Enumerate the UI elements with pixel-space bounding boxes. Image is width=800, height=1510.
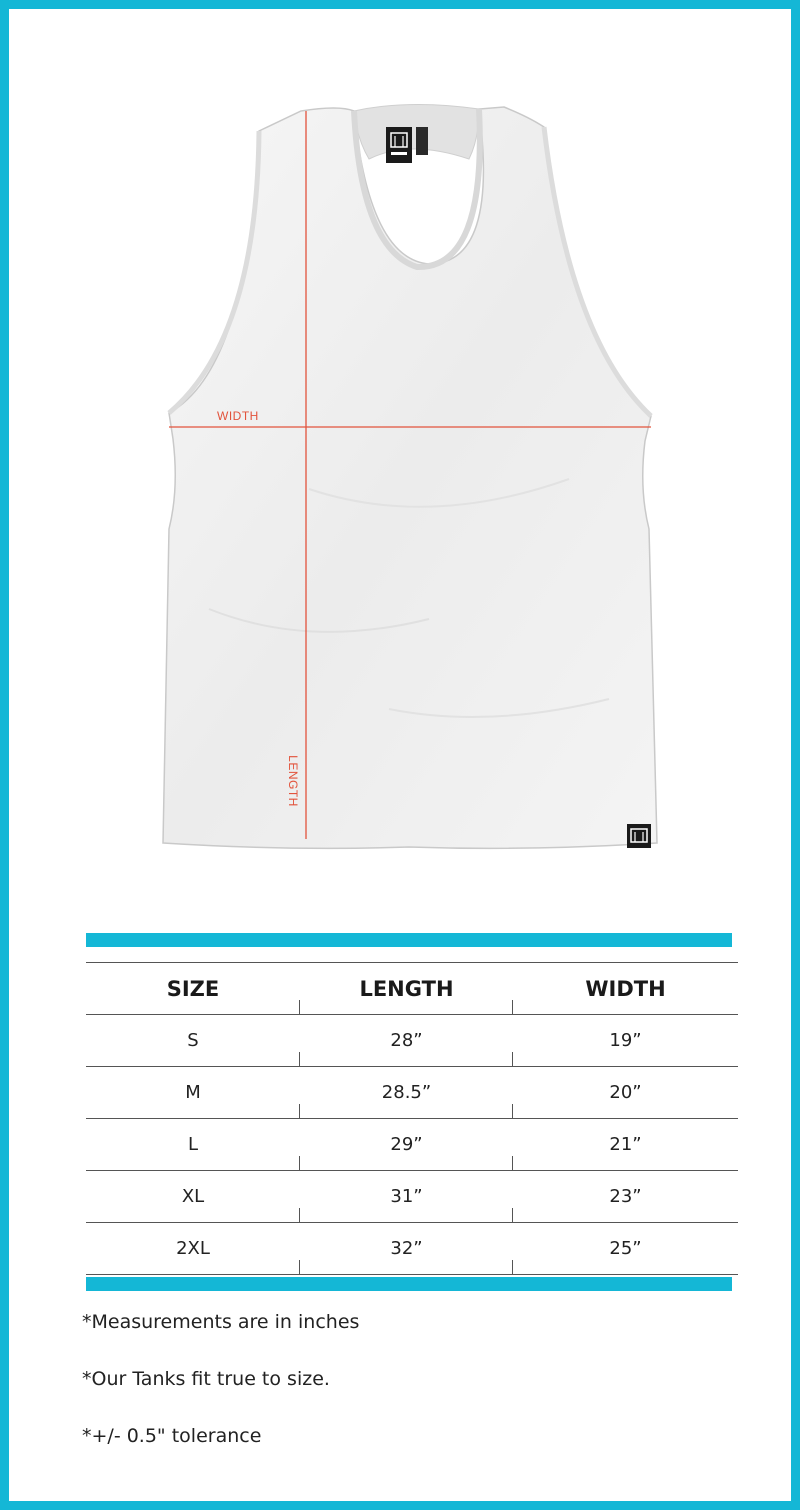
size-chart-table xyxy=(86,962,738,1275)
header-size: SIZE xyxy=(86,963,300,1015)
length-cell: 28” xyxy=(300,1015,513,1067)
table-row xyxy=(86,1171,738,1223)
table-row xyxy=(86,1015,738,1067)
length-measure-label: LENGTH xyxy=(285,755,300,807)
table-row xyxy=(86,1119,738,1171)
width-cell: 19” xyxy=(513,1015,738,1067)
garment-diagram xyxy=(9,9,800,889)
size-cell: M xyxy=(86,1067,300,1119)
hem-tag-logo-icon xyxy=(627,824,651,848)
size-cell: L xyxy=(86,1119,300,1171)
size-cell: S xyxy=(86,1015,300,1067)
tank-body xyxy=(163,107,657,848)
width-cell: 25” xyxy=(513,1223,738,1275)
table-bottom-bar xyxy=(86,1277,732,1291)
width-cell: 20” xyxy=(513,1067,738,1119)
size-cell: XL xyxy=(86,1171,300,1223)
table-top-bar xyxy=(86,933,732,947)
note-measurement-units: *Measurements are in inches xyxy=(82,1311,360,1333)
width-cell: 21” xyxy=(513,1119,738,1171)
length-cell: 29” xyxy=(300,1119,513,1171)
table-row xyxy=(86,1223,738,1275)
length-cell: 31” xyxy=(300,1171,513,1223)
tank-top-illustration xyxy=(9,9,800,889)
length-cell: 32” xyxy=(300,1223,513,1275)
note-tolerance: *+/- 0.5" tolerance xyxy=(82,1425,262,1447)
notes-section xyxy=(82,1309,359,1480)
width-cell: 23” xyxy=(513,1171,738,1223)
size-cell: 2XL xyxy=(86,1223,300,1275)
note-fit: *Our Tanks fit true to size. xyxy=(82,1368,330,1390)
header-length: LENGTH xyxy=(300,963,513,1015)
header-width: WIDTH xyxy=(513,963,738,1015)
length-cell: 28.5” xyxy=(300,1067,513,1119)
table-row xyxy=(86,1067,738,1119)
width-measure-label: WIDTH xyxy=(217,409,259,423)
table-header-row xyxy=(86,963,738,1015)
neck-tag-logo-icon xyxy=(386,127,428,163)
